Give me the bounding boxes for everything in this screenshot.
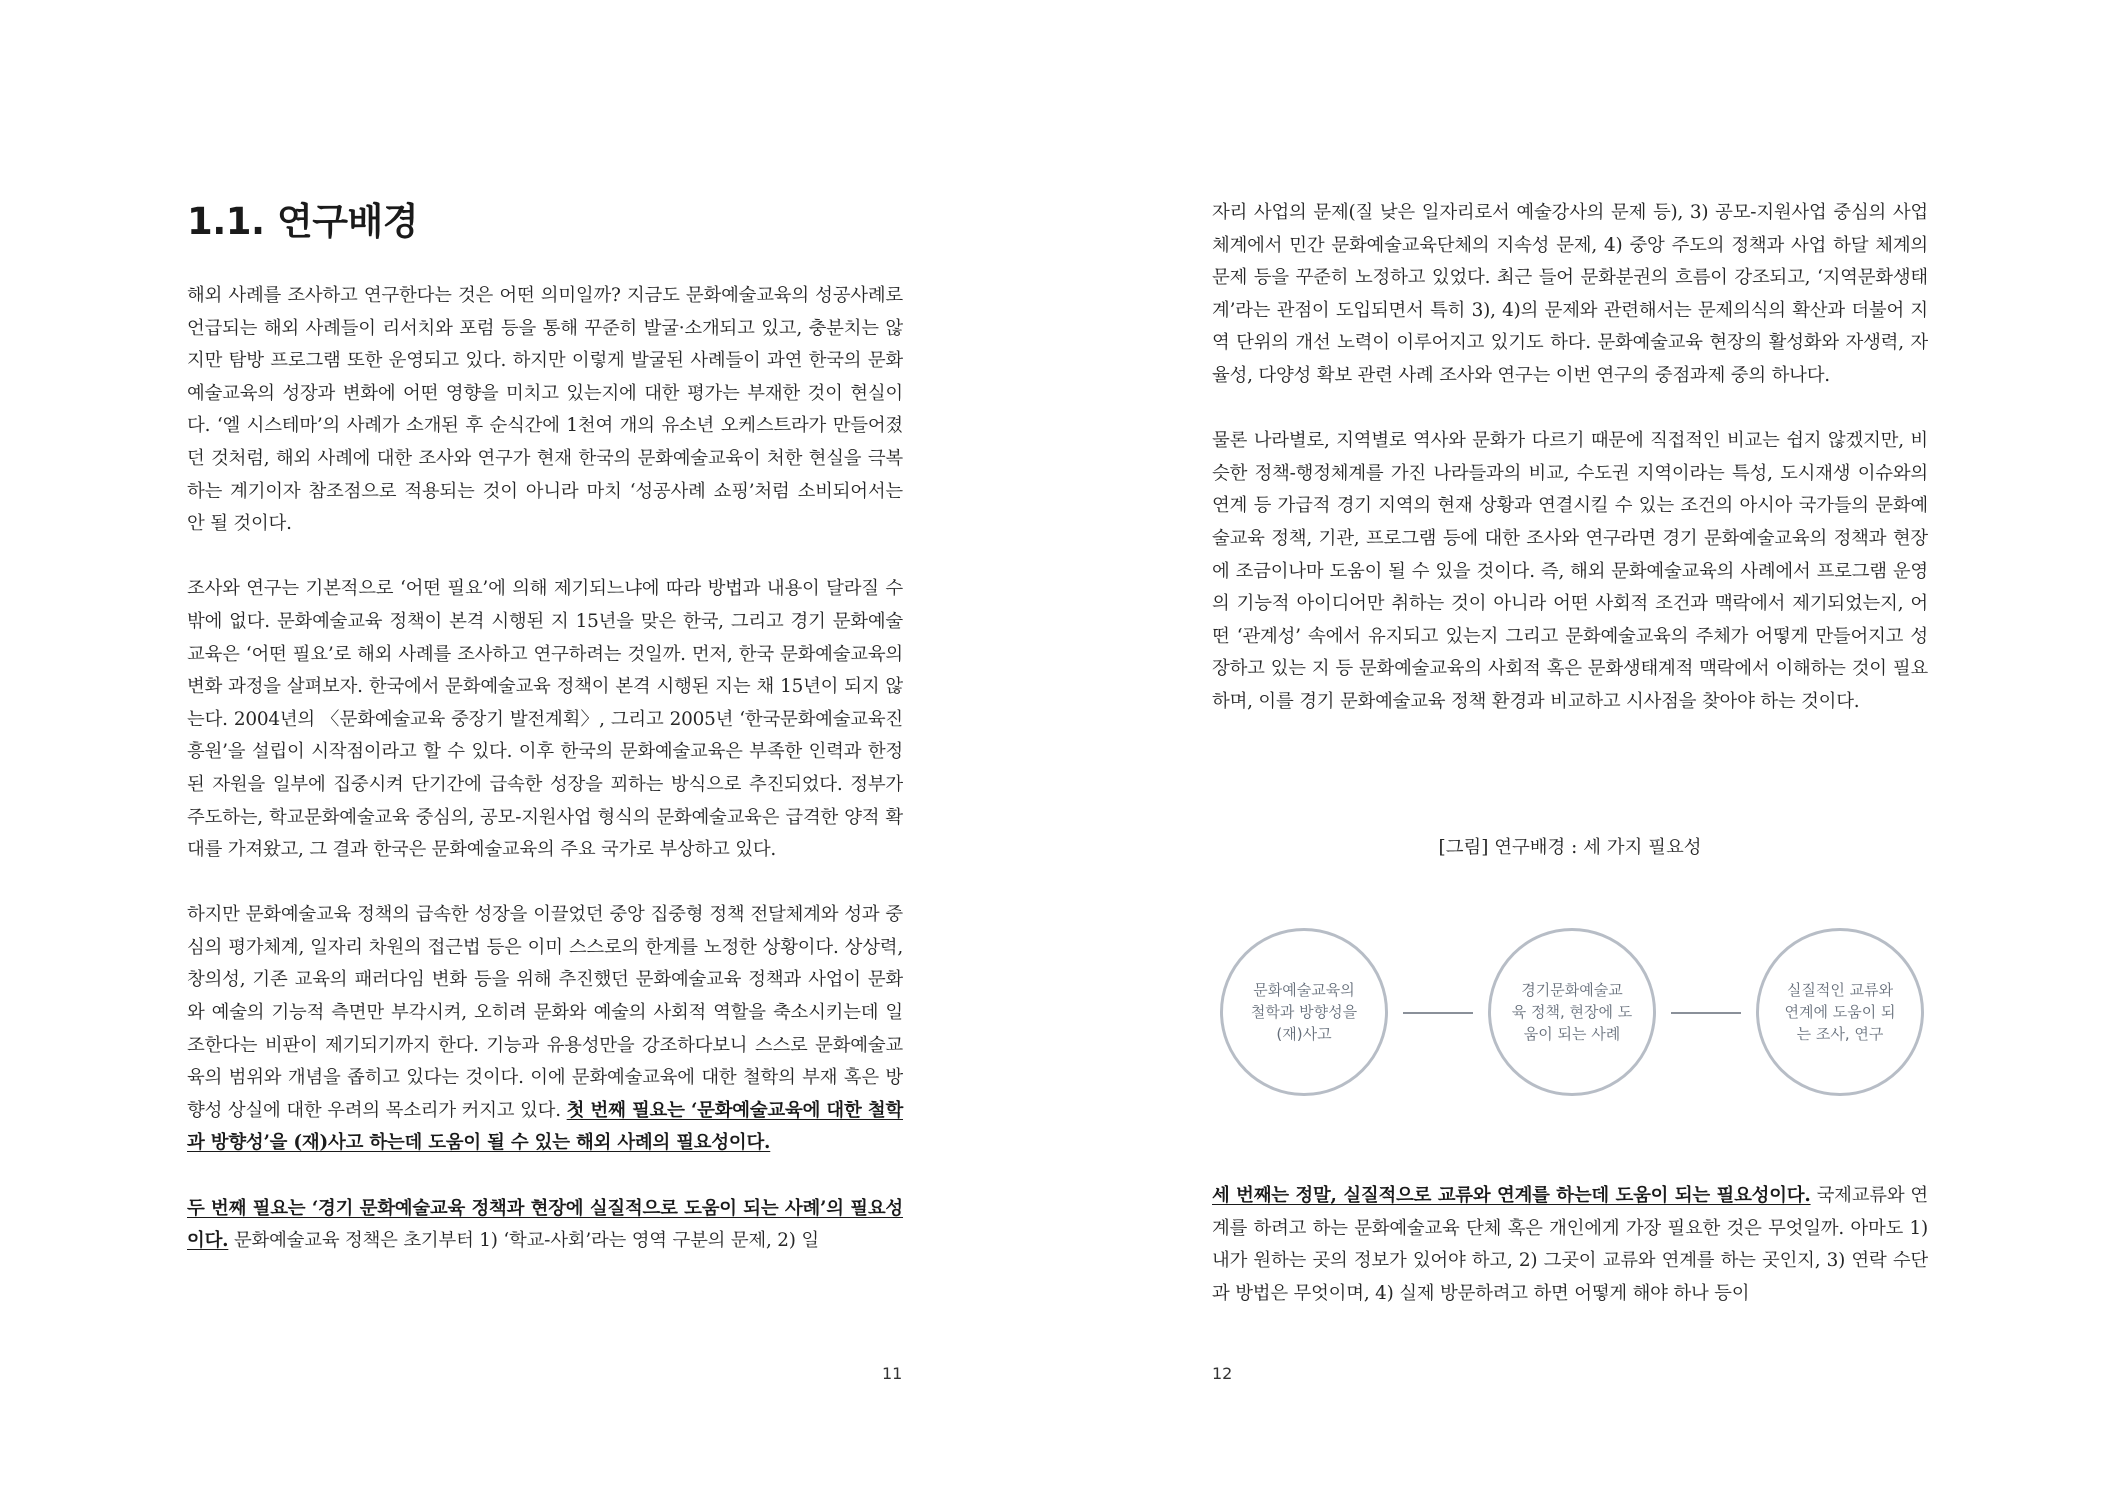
page-number: 11: [882, 1364, 903, 1383]
paragraph-text: 국제교류와 연계를 하려고 하는 문화예술교육 단체 혹은 개인에게 가장 필요한 것은 무엇일까. 아마도 1) 내가 원하는 곳의 정보가 있어야 하고, 2) 그곳이 교류와 연계를 하는 곳인지, 3) 연락 수단과 방법은 무엇이며, 4) 실제 방문하려고 하면 어떻게 해야 하나 등이: [1212, 1185, 1928, 1304]
paragraph: [187, 1193, 903, 1258]
page-number: 12: [1212, 1364, 1233, 1383]
paragraph-text: 하지만 문화예술교육 정책의 급속한 성장을 이끌었던 중앙 집중형 정책 전달체계와 성과 중심의 평가체계, 일자리 차원의 접근법 등은 이미 스스로의 한계를 노정한 상황이다. 상상력, 창의성, 기존 교육의 패러다임 변화 등을 위해 추진했던 문화예술교육 정책과 사업이 문화와 예술의 기능적 측면만 부각시켜, 오히려 문화와 예술의 사회적 역할을 축소시키는데 일조한다는 비판이 제기되기까지 한다. 기능과 유용성만을 강조하다보니 스스로 문화예술교육의 범위와 개념을 좁히고 있다는 것이다. 이에 문화예술교육에 대한 철학의 부재 혹은 방향성 상실에 대한 우려의 목소리가 커지고 있다.: [187, 904, 903, 1121]
circle-line: 육 정책, 현장에 도: [1511, 1003, 1633, 1021]
circle-line: 실질적인 교류와: [1786, 981, 1894, 999]
circle-line: 문화예술교육의: [1253, 981, 1355, 999]
right-body-lower: [1212, 1180, 1928, 1343]
circle-line: 경기문화예술교: [1521, 981, 1623, 999]
highlight-text: 세 번째는 정말, 실질적으로 교류와 연계를 하는데 도움이 되는 필요성이다.: [1212, 1185, 1811, 1206]
paragraph: 물론 나라별로, 지역별로 역사와 문화가 다르기 때문에 직접적인 비교는 쉽지 않겠지만, 비슷한 정책-행정체계를 가진 나라들과의 비교, 수도권 지역이라는 특성, 도시재생 이슈와의 연계 등 가급적 경기 지역의 현재 상황과 연결시킬 수 있는 조건의 아시아 국가들의 문화예술교육 정책, 기관, 프로그램 등에 대한 조사와 연구라면 경기 문화예술교육의 정책과 현장에 조금이나마 도움이 될 수 있을 것이다. 즉, 해외 문화예술교육의 사례에서 프로그램 운영의 기능적 아이디어만 취하는 것이 아니라 어떤 사회적 조건과 맥락에서 제기되었는지, 어떤 ‘관계성’ 속에서 유지되고 있는지 그리고 문화예술교육의 주체가 어떻게 만들어지고 성장하고 있는 지 등 문화예술교육의 사회적 혹은 문화생태계적 맥락에서 이해하는 것이 필요하며, 이를 경기 문화예술교육 정책 환경과 비교하고 시사점을 찾아야 하는 것이다.: [1212, 430, 1928, 712]
left-body: [187, 280, 903, 1290]
paragraph: [187, 899, 903, 1160]
need-circle-exchange: [1756, 928, 1924, 1096]
paragraph: 조사와 연구는 기본적으로 ‘어떤 필요’에 의해 제기되느냐에 따라 방법과 내용이 달라질 수밖에 없다. 문화예술교육 정책이 본격 시행된 지 15년을 맞은 한국, 그리고 경기 문화예술교육은 ‘어떤 필요’로 해외 사례를 조사하고 연구하려는 것일까. 먼저, 한국 문화예술교육의 변화 과정을 살펴보자. 한국에서 문화예술교육 정책이 본격 시행된 지는 채 15년이 되지 않는다. 2004년의 〈문화예술교육 중장기 발전계획〉, 그리고 2005년 ‘한국문화예술교육진흥원’을 설립이 시작점이라고 할 수 있다. 이후 한국의 문화예술교육은 부족한 인력과 한정된 자원을 일부에 집중시켜 단기간에 급속한 성장을 꾀하는 방식으로 추진되었다. 정부가 주도하는, 학교문화예술교육 중심의, 공모-지원사업 형식의 문화예술교육은 급격한 양적 확대를 가져왔고, 그 결과 한국은 문화예술교육의 주요 국가로 부상하고 있다.: [187, 578, 903, 861]
paragraph: [1212, 1180, 1928, 1310]
highlight-text: 첫 번째 필요는 ‘문화예술교육에 대한 철학과 방향성’을 (재)사고 하는데 도움이 될 수 있는 해외 사례의 필요성이다.: [187, 1099, 904, 1154]
right-body: [1212, 197, 1928, 751]
connector-line: [1671, 1012, 1741, 1014]
circle-line: 움이 되는 사례: [1523, 1025, 1621, 1043]
paragraph-text: 문화예술교육 정책은 초기부터 1) ‘학교-사회’라는 영역 구분의 문제, 2) 일: [228, 1230, 819, 1252]
left-page: [0, 0, 1052, 1488]
research-background-diagram: [1212, 928, 1932, 1128]
need-circle-policy: [1488, 928, 1656, 1096]
connector-line: [1403, 1012, 1473, 1014]
section-title: 1.1. 연구배경: [187, 200, 418, 243]
circle-line: 연계에 도움이 되: [1784, 1003, 1896, 1021]
need-circle-philosophy: [1220, 928, 1388, 1096]
circle-line: (재)사고: [1276, 1025, 1332, 1043]
figure-caption: [그림] 연구배경 : 세 가지 필요성: [1438, 837, 1702, 858]
highlight-text: 두 번째 필요는 ‘경기 문화예술교육 정책과 현장에 실질적으로 도움이 되는 사례’의 필요성이다.: [187, 1197, 903, 1252]
paragraph: 해외 사례를 조사하고 연구한다는 것은 어떤 의미일까? 지금도 문화예술교육의 성공사례로 언급되는 해외 사례들이 리서치와 포럼 등을 통해 꾸준히 발굴·소개되고 있고, 충분치는 않지만 탐방 프로그램 또한 운영되고 있다. 하지만 이렇게 발굴된 사례들이 과연 한국의 문화예술교육의 성장과 변화에 어떤 영향을 미치고 있는지에 대한 평가는 부재한 것이 현실이다. ‘엘 시스테마’의 사례가 소개된 후 순식간에 1천여 개의 유소년 오케스트라가 만들어졌던 것처럼, 해외 사례에 대한 조사와 연구가 현재 한국의 문화예술교육이 처한 현실을 극복하는 계기이자 참조점으로 적용되는 것이 아니라 마치 ‘성공사례 쇼핑’처럼 소비되어서는 안 될 것이다.: [187, 285, 903, 535]
circle-line: 철학과 방향성을: [1250, 1003, 1358, 1021]
paragraph: 자리 사업의 문제(질 낮은 일자리로서 예술강사의 문제 등), 3) 공모-지원사업 중심의 사업체계에서 민간 문화예술교육단체의 지속성 문제, 4) 중앙 주도의 정책과 사업 하달 체계의 문제 등을 꾸준히 노정하고 있었다. 최근 들어 문화분권의 흐름이 강조되고, ‘지역문화생태계’라는 관점이 도입되면서 특히 3), 4)의 문제와 관련해서는 문제의식의 확산과 더불어 지역 단위의 개선 노력이 이루어지고 있기도 하다. 문화예술교육 현장의 활성화와 자생력, 자율성, 다양성 확보 관련 사례 조사와 연구는 이번 연구의 중점과제 중의 하나다.: [1212, 202, 1928, 386]
circle-line: 는 조사, 연구: [1796, 1025, 1884, 1043]
right-page: [1052, 0, 2105, 1488]
